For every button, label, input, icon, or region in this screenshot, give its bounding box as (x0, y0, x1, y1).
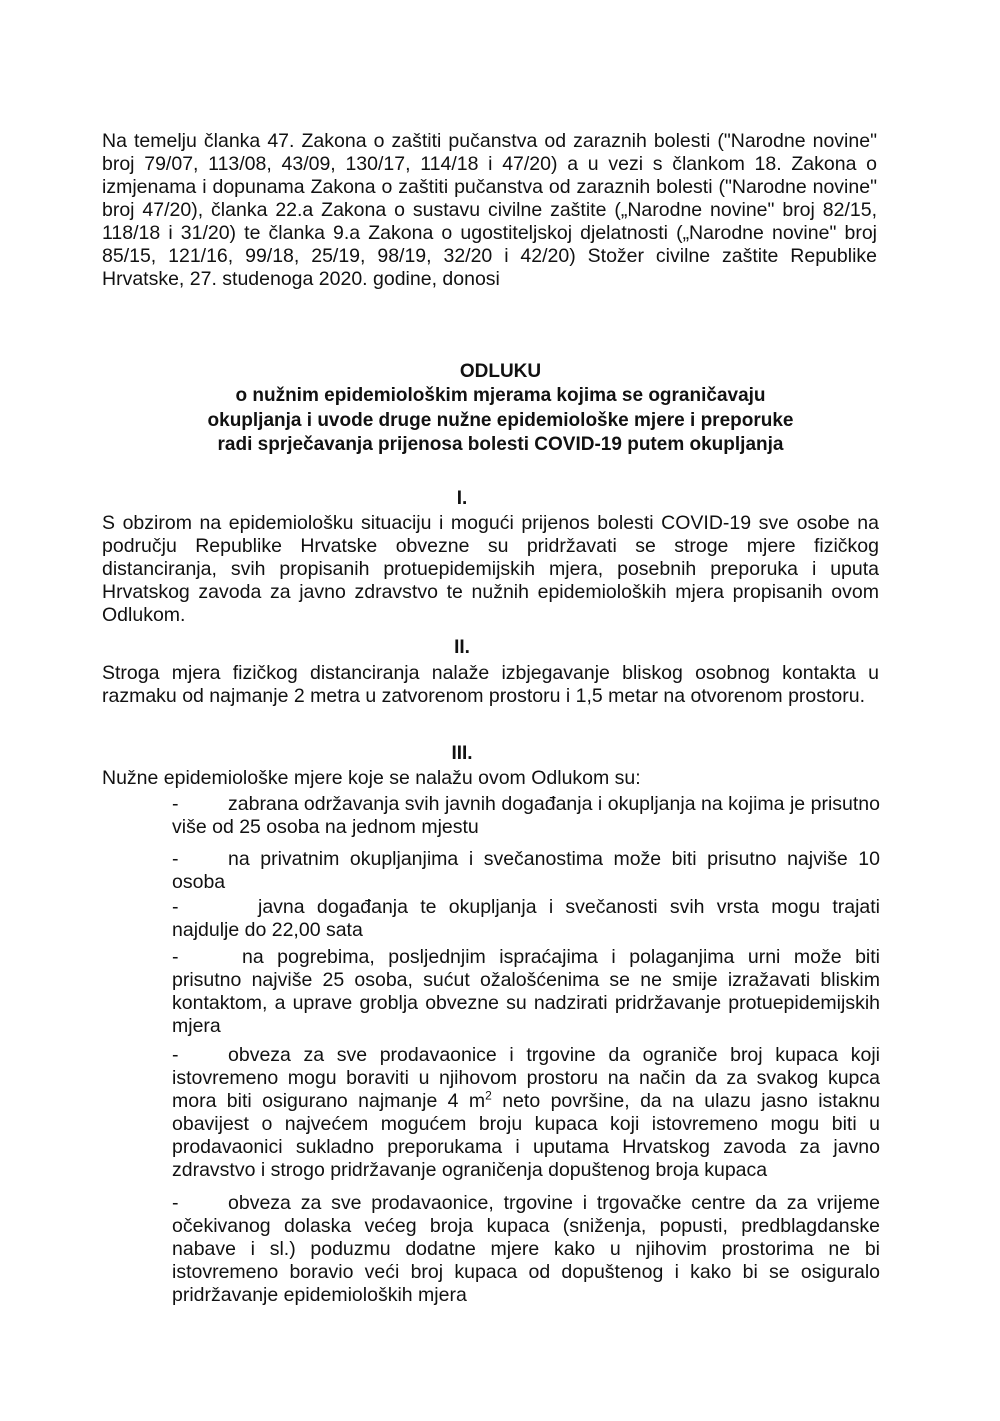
subtitle-line: o nužnim epidemiološkim mjerama kojima se ograničavaju (235, 385, 766, 406)
section-number-2: II. (454, 637, 470, 658)
document-subtitle (102, 384, 899, 458)
measure-item-2 (172, 848, 880, 894)
section-1-text: S obzirom na epidemiološku situaciju i mogući prijenos bolesti COVID-19 sve osobe na području Republike Hrvatske obvezne su pridržavati se stroge mjere fizičkog distanciranja, svih propisanih protuepidemijskih mjera, posebnih preporuka i uputa Hrvatskog zavoda za javno zdravstvo te nužnih epidemioloških mjera propisanih ovom Odlukom. (102, 512, 879, 626)
document-title: ODLUKU (459, 361, 542, 382)
measure-text: javna događanja te okupljanja i svečanosti svih vrsta mogu trajati najdulje do 22,00 sata (172, 896, 880, 941)
measure-text: obveza za sve prodavaonice, trgovine i trgovačke centre da za vrijeme očekivanog dolaska većeg broja kupaca (sniženja, popusti, predblagdanske nabave i sl.) poduzmu dodatne mjere kako u njihovim prostorima ne bi istovremeno boravio veći broj kupaca od dopuštenog i kako bi se osiguralo pridržavanje epidemioloških mjera (172, 1192, 880, 1306)
measure-text: zabrana održavanja svih javnih događanja i okupljanja na kojima je prisutno više od 25 osoba na jednom mjestu (172, 793, 880, 838)
measure-item-1 (172, 793, 880, 839)
subtitle-line: radi sprječavanja prijenosa bolesti COVID-19 putem okupljanja (217, 434, 784, 455)
section-number-3: III. (451, 743, 473, 764)
list-dash: - (172, 896, 179, 918)
measure-text: na pogrebima, posljednjim ispraćajima i polaganjima urni može biti prisutno najviše 25 osoba, sućut ožalošćenima se ne smije izražavati bliskim kontaktom, a uprave groblja obvezne su nadzirati pridržavanje protuepidemijskih mjera (172, 946, 880, 1037)
measure-item-3 (172, 896, 880, 942)
section-3-text: Nužne epidemiološke mjere koje se nalažu ovom Odlukom su: (102, 767, 641, 789)
measure-item-4 (172, 946, 880, 1038)
superscript-2: 2 (485, 1088, 492, 1103)
list-dash: - (172, 1192, 179, 1214)
section-2-text: Stroga mjera fizičkog distanciranja nalaže izbjegavanje bliskog osobnog kontakta u razmaku od najmanje 2 metra u zatvorenom prostoru i 1,5 metar na otvorenom prostoru. (102, 662, 879, 707)
list-dash: - (172, 793, 179, 815)
measure-text: obveza za sve prodavaonice i trgovine da ograniče broj kupaca koji istovremeno mogu boraviti u njihovom prostoru na način da za svakog kupca mora biti osigurano najmanje 4 m (172, 1044, 880, 1112)
section-number-1: I. (456, 488, 468, 509)
preamble-paragraph: Na temelju članka 47. Zakona o zaštiti pučanstva od zaraznih bolesti ("Narodne novine" broj 79/07, 113/08, 43/09, 130/17, 114/18 i 47/20) a u vezi s člankom 18. Zakona o izmjenama i dopunama Zakona o zaštiti pučanstva od zaraznih bolesti ("Narodne novine" broj 47/20), članka 22.a Zakona o sustavu civilne zaštite („Narodne novine" broj 82/15, 118/18 i 31/20) te članka 9.a Zakona o ugostiteljskoj djelatnosti („Narodne novine" broj 85/15, 121/16, 99/18, 25/19, 98/19, 32/20 i 42/20) Stožer civilne zaštite Republike Hrvatske, 27. studenoga 2020. godine, donosi (102, 130, 877, 290)
list-dash: - (172, 946, 179, 968)
measure-item-6 (172, 1192, 880, 1307)
measure-item-5 (172, 1044, 880, 1182)
measure-text: neto površine, da na ulazu jasno istaknu obavijest o najvećem mogućem broju kupaca koji istovremeno mogu biti u prodavaonici sukladno preporukama i uputama Hrvatskog zavoda za javno zdravstvo i strogo pridržavanje ograničenja dopuštenog broja kupaca (172, 1090, 881, 1181)
measure-text: na privatnim okupljanjima i svečanostima može biti prisutno najviše 10 osoba (172, 848, 880, 893)
subtitle-line: okupljanja i uvode druge nužne epidemiološke mjere i preporuke (207, 409, 794, 431)
list-dash: - (172, 848, 179, 870)
list-dash: - (172, 1044, 179, 1066)
